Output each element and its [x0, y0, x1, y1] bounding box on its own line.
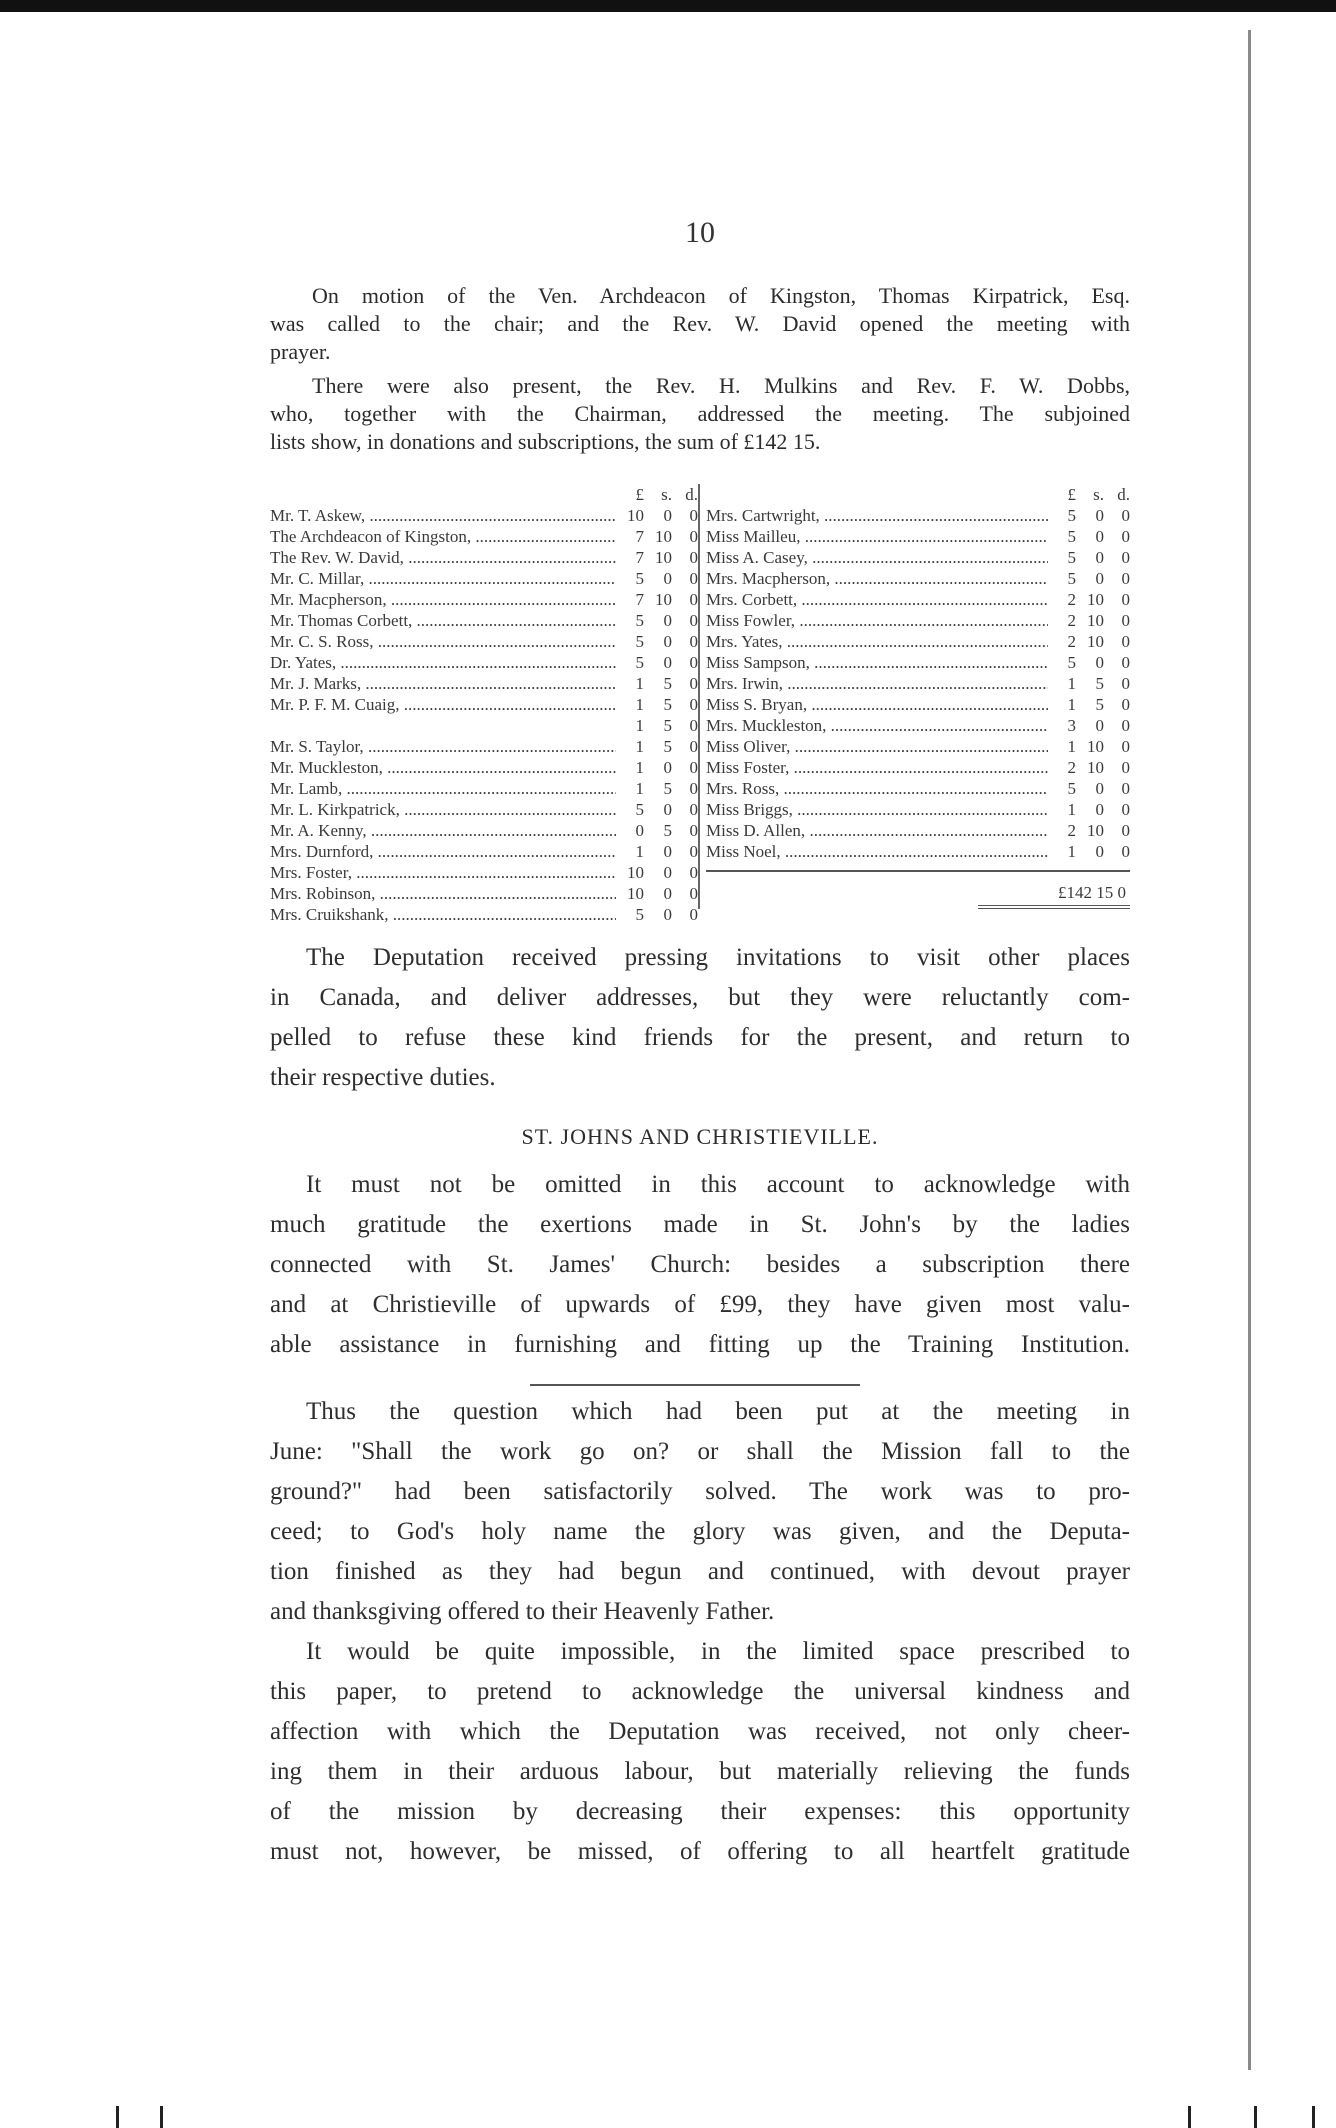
- shillings-value: 0: [663, 569, 672, 588]
- pence-value: 0: [689, 548, 698, 567]
- subscription-row: [706, 673, 1130, 694]
- subscription-row: [706, 526, 1130, 547]
- text-line: of the mission by decreasing their expenses: this opportunity: [270, 1798, 1130, 1825]
- shillings-value: 5: [1095, 695, 1104, 714]
- subscription-row: [270, 589, 698, 610]
- text-line: much gratitude the exertions made in St. John's by the ladies: [270, 1211, 1130, 1238]
- pounds-value: 2: [1067, 611, 1076, 630]
- text-line: Thus the question which had been put at the meeting in: [306, 1398, 1130, 1425]
- pounds-value: 5: [635, 569, 644, 588]
- pounds-value: 5: [1067, 506, 1076, 525]
- pence-header: d.: [685, 485, 698, 504]
- subscription-row: [270, 652, 698, 673]
- subscriber-name: Mrs. Irwin, .....: [706, 673, 1048, 694]
- pence-value: 0: [689, 905, 698, 924]
- pence-value: 0: [1121, 548, 1130, 567]
- pounds-value: 2: [1067, 632, 1076, 651]
- subscriber-name: Mrs. Corbett, .....: [706, 589, 1048, 610]
- shillings-value: 0: [1095, 527, 1104, 546]
- subscription-row: [270, 505, 698, 526]
- pounds-value: 7: [635, 548, 644, 567]
- subscription-row: [270, 610, 698, 631]
- currency-header: [706, 484, 1130, 505]
- pence-value: 0: [689, 632, 698, 651]
- pence-value: 0: [689, 737, 698, 756]
- text-line: connected with St. James' Church: besides a subscription there: [270, 1251, 1130, 1278]
- shillings-value: 0: [663, 758, 672, 777]
- pounds-value: 5: [635, 632, 644, 651]
- pounds-value: 5: [635, 653, 644, 672]
- subscriber-name: Miss Mailleu, .....: [706, 526, 1048, 547]
- shillings-value: 0: [663, 863, 672, 882]
- subscriber-name: Miss Sampson, .....: [706, 652, 1048, 673]
- pounds-value: 1: [1067, 842, 1076, 861]
- subscription-row: [706, 652, 1130, 673]
- subscription-row: [706, 694, 1130, 715]
- pence-value: 0: [689, 674, 698, 693]
- pounds-value: 0: [635, 821, 644, 840]
- pounds-header: £: [1067, 485, 1076, 504]
- subscription-row: [270, 799, 698, 820]
- subscription-row: [706, 631, 1130, 652]
- subscriber-name: Mrs. Macpherson, .....: [706, 568, 1048, 589]
- pence-value: 0: [1121, 611, 1130, 630]
- subscription-row: [706, 841, 1130, 862]
- subscription-row: [270, 526, 698, 547]
- pence-value: 0: [689, 884, 698, 903]
- text-line: It must not be omitted in this account to acknowledge with: [306, 1171, 1130, 1198]
- shillings-value: 10: [1087, 737, 1104, 756]
- pence-value: 0: [689, 569, 698, 588]
- shillings-value: 10: [655, 527, 672, 546]
- text-line: and at Christieville of upwards of £99, they have given most valu-: [270, 1291, 1130, 1318]
- shillings-value: 10: [655, 548, 672, 567]
- pence-value: 0: [689, 527, 698, 546]
- subscription-row: [270, 883, 698, 904]
- pence-value: 0: [1121, 653, 1130, 672]
- shillings-value: 0: [663, 905, 672, 924]
- pence-value: 0: [689, 716, 698, 735]
- text-line: pelled to refuse these kind friends for the present, and return to: [270, 1024, 1130, 1051]
- subscription-row: [706, 547, 1130, 568]
- pounds-value: 10: [627, 506, 644, 525]
- pence-value: 0: [1121, 590, 1130, 609]
- pounds-value: 5: [1067, 569, 1076, 588]
- shillings-value: 0: [663, 506, 672, 525]
- subscriber-name: Mr. S. Taylor, .....: [270, 736, 616, 757]
- subscriber-name: Miss Briggs, .....: [706, 799, 1048, 820]
- pence-value: 0: [1121, 737, 1130, 756]
- subscriber-name: Mr. L. Kirkpatrick, .....: [270, 799, 616, 820]
- subscriber-name: Mr. Muckleston, .....: [270, 757, 616, 778]
- pence-value: 0: [689, 842, 698, 861]
- text-line: able assistance in furnishing and fitting up the Training Institution.: [270, 1331, 1130, 1358]
- shillings-value: 0: [1095, 779, 1104, 798]
- subscription-row: [706, 736, 1130, 757]
- subscriber-name: Miss A. Casey, .....: [706, 547, 1048, 568]
- subscriber-name: Mr. C. Millar, .....: [270, 568, 616, 589]
- pence-value: 0: [689, 821, 698, 840]
- pounds-value: 1: [1067, 674, 1076, 693]
- text-line: It would be quite impossible, in the limited space prescribed to: [306, 1638, 1130, 1665]
- pounds-value: 3: [1067, 716, 1076, 735]
- pounds-value: 5: [1067, 653, 1076, 672]
- pence-value: 0: [1121, 821, 1130, 840]
- text-line: in Canada, and deliver addresses, but they were reluctantly com-: [270, 984, 1130, 1011]
- shillings-header: s.: [1093, 485, 1104, 504]
- pounds-value: 1: [635, 695, 644, 714]
- shillings-value: 0: [663, 632, 672, 651]
- subscription-row: [706, 820, 1130, 841]
- shillings-value: 0: [663, 842, 672, 861]
- pounds-value: 2: [1067, 758, 1076, 777]
- shillings-value: 0: [1095, 548, 1104, 567]
- pence-value: 0: [1121, 506, 1130, 525]
- pounds-value: 5: [635, 905, 644, 924]
- pounds-value: 1: [1067, 800, 1076, 819]
- pounds-header: £: [635, 485, 644, 504]
- pounds-value: 1: [635, 674, 644, 693]
- shillings-value: 0: [1095, 569, 1104, 588]
- shillings-value: 0: [663, 653, 672, 672]
- pounds-value: 7: [635, 590, 644, 609]
- pounds-value: 1: [635, 758, 644, 777]
- pence-header: d.: [1117, 485, 1130, 504]
- subscription-row: [270, 841, 698, 862]
- subscriber-name: Mr. Lamb, .....: [270, 778, 616, 799]
- subscriber-name: Mrs. Muckleston, .....: [706, 715, 1048, 736]
- subscription-row: [270, 568, 698, 589]
- pounds-value: 5: [635, 611, 644, 630]
- conclusion-paragraph: [270, 1392, 1130, 1632]
- subscription-column-right: [698, 484, 1130, 909]
- subscription-row: [270, 547, 698, 568]
- subscription-row: [270, 778, 698, 799]
- shillings-value: 10: [1087, 758, 1104, 777]
- text-line: The Deputation received pressing invitations to visit other places: [306, 944, 1130, 971]
- intro-paragraph-chair: [270, 282, 1130, 366]
- pounds-value: 2: [1067, 590, 1076, 609]
- pence-value: 0: [689, 653, 698, 672]
- pounds-value: 5: [1067, 527, 1076, 546]
- shillings-value: 5: [1095, 674, 1104, 693]
- pounds-value: 10: [627, 863, 644, 882]
- shillings-value: 5: [663, 821, 672, 840]
- text-line: ground?" had been satisfactorily solved. The work was to pro-: [270, 1478, 1130, 1505]
- pence-value: 0: [689, 758, 698, 777]
- subscriber-name: Mr. J. Marks, .....: [270, 673, 616, 694]
- shillings-value: 10: [1087, 611, 1104, 630]
- scan-top-border: [0, 0, 1336, 12]
- shillings-value: 5: [663, 737, 672, 756]
- text-line: their respective duties.: [270, 1064, 496, 1091]
- text-line: must not, however, be missed, of offering to all heartfelt gratitude: [270, 1838, 1130, 1865]
- pounds-value: 1: [1067, 737, 1076, 756]
- text-line: On motion of the Ven. Archdeacon of Kingston, Thomas Kirpatrick, Esq.: [312, 283, 1130, 308]
- subscriber-name: Miss D. Allen, .....: [706, 820, 1048, 841]
- subscriber-name: Miss Noel, .....: [706, 841, 1048, 862]
- subscriber-name: Mrs. Robinson, .....: [270, 883, 616, 904]
- subscription-row: [270, 736, 698, 757]
- subscriber-name: Dr. Yates, .....: [270, 652, 616, 673]
- pounds-value: 1: [635, 779, 644, 798]
- subscriber-name: Mrs. Ross, .....: [706, 778, 1048, 799]
- subscription-row: [270, 862, 698, 883]
- subscription-row: [706, 589, 1130, 610]
- text-line: June: "Shall the work go on? or shall the Mission fall to the: [270, 1438, 1130, 1465]
- text-line: this paper, to pretend to acknowledge the universal kindness and: [270, 1678, 1130, 1705]
- shillings-value: 0: [1095, 842, 1104, 861]
- subscriber-name: Mrs. Yates, .....: [706, 631, 1048, 652]
- pence-value: 0: [689, 863, 698, 882]
- subscription-row: [270, 715, 698, 736]
- subscription-row: [706, 799, 1130, 820]
- subscriber-name: Mr. A. Kenny, .....: [270, 820, 616, 841]
- shillings-value: 0: [1095, 653, 1104, 672]
- pence-value: 0: [1121, 569, 1130, 588]
- pence-value: 0: [1121, 842, 1130, 861]
- total-amount: £142 15 0: [978, 882, 1130, 909]
- subscriber-name: Mr. Macpherson, .....: [270, 589, 616, 610]
- subscriber-name: Mr. P. F. M. Cuaig, .....: [270, 694, 616, 715]
- pounds-value: 2: [1067, 821, 1076, 840]
- shillings-value: 5: [663, 779, 672, 798]
- shillings-value: 5: [663, 674, 672, 693]
- subscription-row: [270, 820, 698, 841]
- subscriber-name: Mr. Thomas Corbett, .....: [270, 610, 616, 631]
- text-line: tion finished as they had begun and continued, with devout prayer: [270, 1558, 1130, 1585]
- subscription-row: [706, 715, 1130, 736]
- shillings-value: 0: [663, 884, 672, 903]
- subscriber-name: The Rev. W. David, .....: [270, 547, 616, 568]
- subscriber-name: Miss Oliver, .....: [706, 736, 1048, 757]
- gratitude-paragraph: [270, 1632, 1130, 1872]
- text-line: lists show, in donations and subscriptions, the sum of £142 15.: [270, 429, 821, 454]
- pounds-value: 1: [1067, 695, 1076, 714]
- pounds-value: 7: [635, 527, 644, 546]
- subscription-row: [270, 631, 698, 652]
- pence-value: 0: [1121, 800, 1130, 819]
- pence-value: 0: [689, 506, 698, 525]
- subscription-row: [706, 505, 1130, 526]
- subscriber-name: Mrs. Cartwright, .....: [706, 505, 1048, 526]
- shillings-value: 0: [1095, 800, 1104, 819]
- pence-value: 0: [1121, 779, 1130, 798]
- subscriber-name: Mrs. Foster, .....: [270, 862, 616, 883]
- deputation-paragraph: [270, 938, 1130, 1098]
- stjohns-paragraph: [270, 1165, 1130, 1365]
- text-line: affection with which the Deputation was received, not only cheer-: [270, 1718, 1130, 1745]
- subscriber-name: Mr. T. Askew, .....: [270, 505, 616, 526]
- text-line: and thanksgiving offered to their Heavenly Father.: [270, 1598, 775, 1625]
- section-heading: ST. JOHNS AND CHRISTIEVILLE.: [521, 1124, 879, 1149]
- subscriber-name: Mrs. Cruikshank, .....: [270, 904, 616, 925]
- pence-value: 0: [1121, 527, 1130, 546]
- subscription-row: [706, 610, 1130, 631]
- scan-right-edge: [1248, 30, 1251, 2070]
- shillings-header: s.: [661, 485, 672, 504]
- pounds-value: 10: [627, 884, 644, 903]
- section-divider: [530, 1384, 860, 1386]
- subscriber-name: Miss Foster, .....: [706, 757, 1048, 778]
- intro-paragraph-present: [270, 372, 1130, 456]
- currency-header: [270, 484, 698, 505]
- text-line: ceed; to God's holy name the glory was given, and the Deputa-: [270, 1518, 1130, 1545]
- shillings-value: 10: [655, 590, 672, 609]
- shillings-value: 0: [1095, 716, 1104, 735]
- pence-value: 0: [689, 611, 698, 630]
- shillings-value: 10: [1087, 632, 1104, 651]
- text-line: There were also present, the Rev. H. Mulkins and Rev. F. W. Dobbs,: [312, 373, 1130, 398]
- subscription-column-left: [270, 484, 698, 925]
- scan-bottom-marks: [0, 2106, 1336, 2128]
- subscriber-name: Mr. C. S. Ross, .....: [270, 631, 616, 652]
- shillings-value: 10: [1087, 821, 1104, 840]
- subscription-total: [706, 870, 1130, 909]
- shillings-value: 5: [663, 695, 672, 714]
- pounds-value: 5: [1067, 548, 1076, 567]
- pounds-value: 5: [1067, 779, 1076, 798]
- shillings-value: 0: [1095, 506, 1104, 525]
- pence-value: 0: [1121, 716, 1130, 735]
- subscription-row: [706, 568, 1130, 589]
- subscription-row: [270, 673, 698, 694]
- pounds-value: 5: [635, 800, 644, 819]
- pence-value: 0: [689, 590, 698, 609]
- shillings-value: 0: [663, 611, 672, 630]
- subscription-row: [270, 757, 698, 778]
- page-number: 10: [685, 216, 715, 249]
- pence-value: 0: [1121, 695, 1130, 714]
- pounds-value: 1: [635, 737, 644, 756]
- subscription-row: [270, 904, 698, 925]
- text-line: prayer.: [270, 339, 331, 364]
- pounds-value: 1: [635, 716, 644, 735]
- pence-value: 0: [689, 779, 698, 798]
- subscription-row: [706, 778, 1130, 799]
- shillings-value: 5: [663, 716, 672, 735]
- pounds-value: 1: [635, 842, 644, 861]
- subscription-row: [270, 694, 698, 715]
- pence-value: 0: [689, 800, 698, 819]
- shillings-value: 0: [663, 800, 672, 819]
- subscription-row: [706, 757, 1130, 778]
- pence-value: 0: [1121, 674, 1130, 693]
- pence-value: 0: [1121, 632, 1130, 651]
- subscriber-name: Miss S. Bryan, .....: [706, 694, 1048, 715]
- text-line: who, together with the Chairman, addressed the meeting. The subjoined: [270, 401, 1130, 426]
- text-line: was called to the chair; and the Rev. W. David opened the meeting with: [270, 311, 1130, 336]
- text-line: ing them in their arduous labour, but materially relieving the funds: [270, 1758, 1130, 1785]
- pence-value: 0: [689, 695, 698, 714]
- subscriber-name: Mrs. Durnford, .....: [270, 841, 616, 862]
- subscriber-name: Miss Fowler, .....: [706, 610, 1048, 631]
- subscriber-name: The Archdeacon of Kingston, .....: [270, 526, 616, 547]
- shillings-value: 10: [1087, 590, 1104, 609]
- pence-value: 0: [1121, 758, 1130, 777]
